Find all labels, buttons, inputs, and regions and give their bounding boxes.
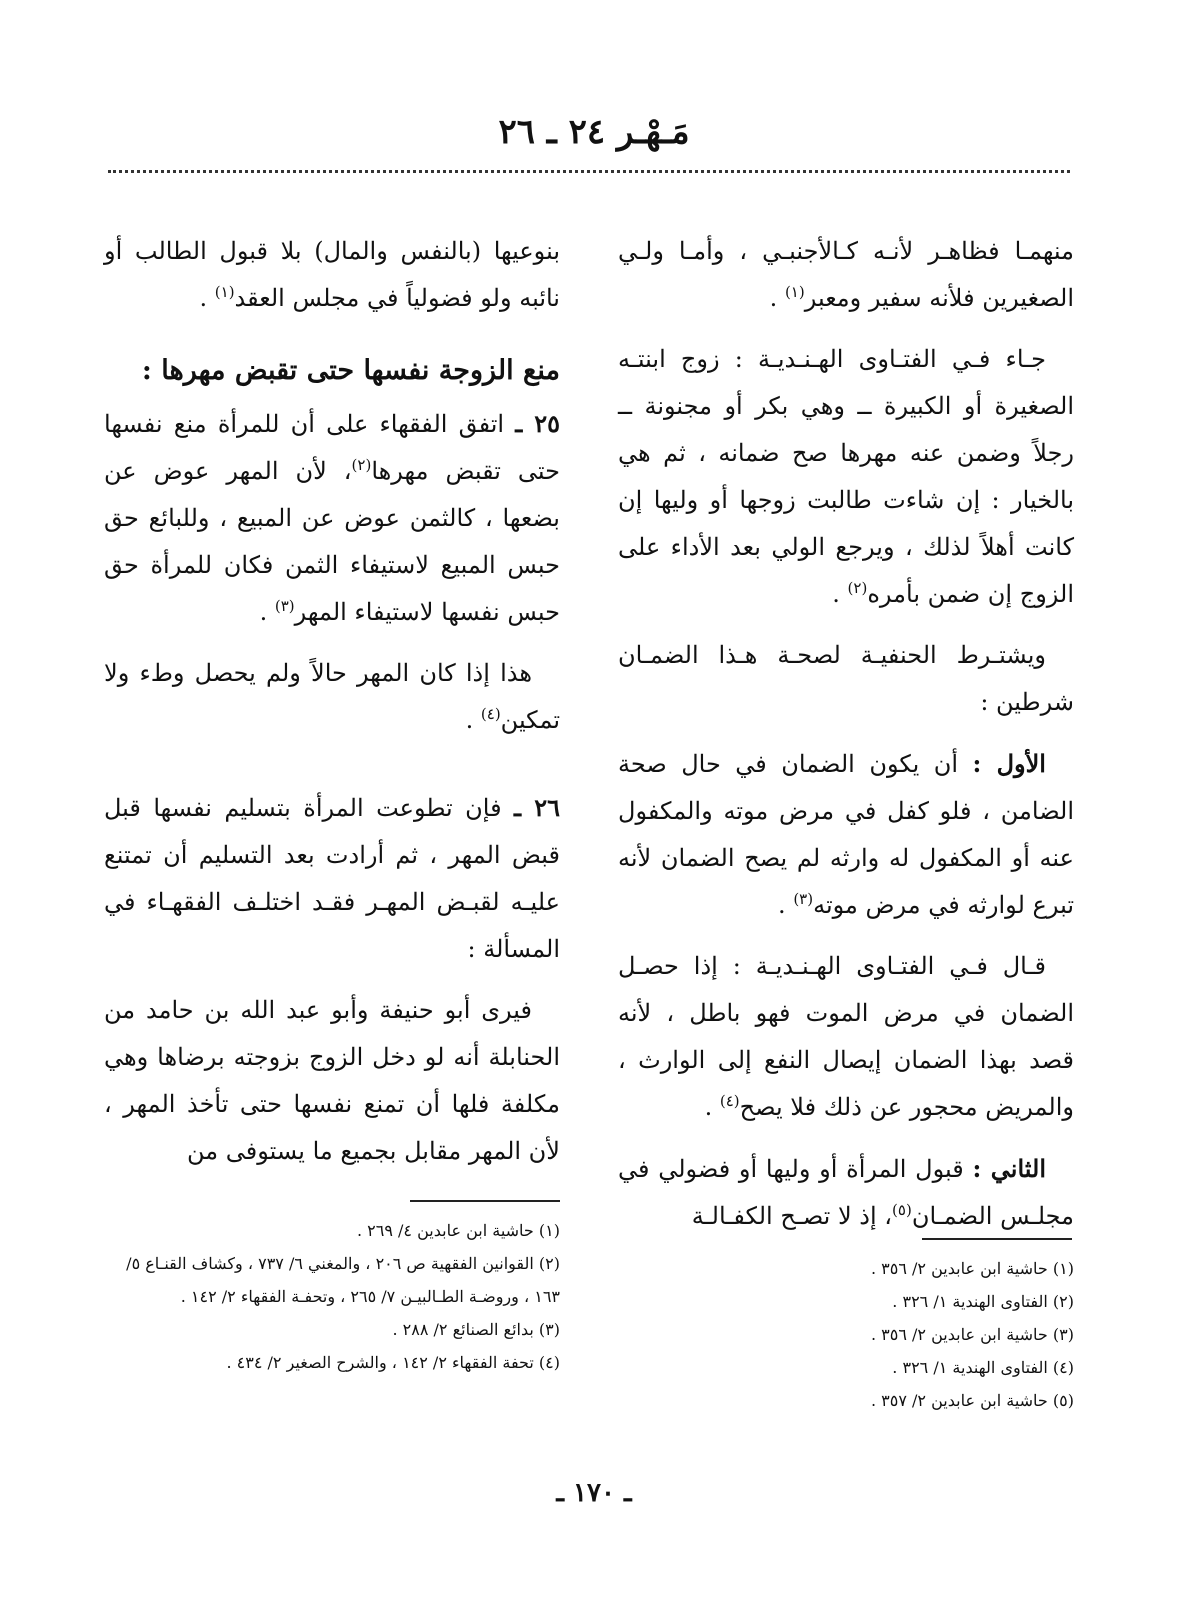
footnote: (١) حاشية ابن عابدين ٤/ ٢٦٩ . bbox=[356, 1221, 560, 1240]
left-column bbox=[104, 228, 560, 1189]
paragraph: بنوعيها (بالنفس والمال) بلا قبول الطالب أو نائبه ولو فضولياً في مجلس العقد$^{(١)}$ . bbox=[104, 237, 560, 312]
paragraph: هذا إذا كان المهر حالاً ولم يحصل وطء ولا تمكين$^{(٤)}$ . bbox=[104, 659, 560, 734]
section-heading: منع الزوجة نفسها حتى تقبض مهرها : bbox=[141, 355, 560, 386]
page-number: ـ ١٧٠ ـ bbox=[556, 1478, 632, 1508]
footnote-ref: (٣) bbox=[274, 597, 295, 615]
footnote-ref: (١) bbox=[784, 283, 805, 301]
right-footnotes bbox=[618, 1252, 1074, 1417]
footnote: (٣) حاشية ابن عابدين ٢/ ٣٥٦ . bbox=[870, 1325, 1074, 1344]
footnote-ref: (٣) bbox=[793, 890, 814, 908]
footnote: (٢) القوانين الفقهية ص ٢٠٦ ، والمغني ٦/ ٧٣٧ ، وكشاف القنـاع ٥/ ١٦٣ ، وروضـة الطـالبيـن ٧/ ٢٦٥ ، وتحفـة الفقهاء ٢/ ١٤٢ . bbox=[126, 1254, 560, 1306]
paragraph: ويشتـرط الحنفيـة لصحـة هـذا الضمـان شرطين : bbox=[618, 641, 1074, 716]
paragraph: منهمـا فظاهـر لأنـه كـالأجنبـي ، وأمـا ولـي الصغيرين فلأنه سفير ومعبر$^{(١)}$ . bbox=[618, 237, 1074, 312]
page-header-title: مَـهْـر ٢٤ ـ ٢٦ bbox=[498, 112, 690, 152]
paragraph: جـاء فـي الفتـاوى الهـنـديـة : زوج ابنتـه الصغيرة أو الكبيرة ــ وهي بكر أو مجنونة ــ رجلاً وضمن عنه مهرها صح ضمانه ، ثم هي بالخيار : إن شاءت طالبت زوجها أو وليها إن كانت أهلاً لذلك ، ويرجع الولي بعد الأداء على الزوج إن ضمن بأمره$^{(٢)}$ . bbox=[618, 345, 1074, 608]
footnote-ref: (٤) bbox=[480, 705, 501, 723]
footnote: (٥) حاشية ابن عابدين ٢/ ٣٥٧ . bbox=[870, 1391, 1074, 1410]
footnote-rule bbox=[410, 1200, 560, 1202]
left-footnotes bbox=[104, 1214, 560, 1379]
footnote: (٣) بدائع الصنائع ٢/ ٢٨٨ . bbox=[392, 1320, 560, 1339]
paragraph: فيرى أبو حنيفة وأبو عبد الله بن حامد من الحنابلة أنه لو دخل الزوج بزوجته برضاها وهي مكلفة فلها أن تمنع نفسها حتى تأخذ المهر ، لأن المهر مقابل بجميع ما يستوفى من bbox=[104, 996, 560, 1165]
header-dotted-rule bbox=[108, 170, 1070, 173]
footnote-rule bbox=[922, 1238, 1072, 1240]
paragraph-first-condition: الأول : أن يكون الضمان في حال صحة الضامن ، فلو كفل في مرض موته والمكفول عنه أو المكفول له وارثه لم يصح الضمان لأنه تبرع لوارثه في مرض موته$^{(٣)}$ . bbox=[618, 749, 1074, 919]
footnote-ref: (١) bbox=[214, 283, 235, 301]
footnote: (١) حاشية ابن عابدين ٢/ ٣٥٦ . bbox=[870, 1259, 1074, 1278]
right-column bbox=[618, 228, 1074, 1254]
footnote: (٤) تحفة الفقهاء ٢/ ١٤٢ ، والشرح الصغير ٢/ ٤٣٤ . bbox=[226, 1353, 560, 1372]
footnote: (٢) الفتاوى الهندية ١/ ٣٢٦ . bbox=[892, 1292, 1074, 1311]
footnote-ref: (٢) bbox=[847, 579, 868, 597]
paragraph-26: ٢٦ ـ فإن تطوعت المرأة بتسليم نفسها قبل قبض المهر ، ثم أرادت بعد التسليم أن تمتنع عليـه لقبـض المهـر فقـد اختلـف الفقهـاء في المسألة : bbox=[104, 793, 560, 963]
footnote-ref: (٤) bbox=[719, 1092, 740, 1110]
footnote-ref: (٢) bbox=[351, 456, 372, 474]
paragraph-second-condition: الثاني : قبول المرأة أو وليها أو فضولي في مجلـس الضمـان$^{(٥)}$، إذ لا تصـح الكفـالـة bbox=[618, 1154, 1074, 1230]
footnote: (٤) الفتاوى الهندية ١/ ٣٢٦ . bbox=[892, 1358, 1074, 1377]
footnote-ref: (٥) bbox=[892, 1201, 912, 1219]
paragraph-25: ٢٥ ـ اتفق الفقهاء على أن للمرأة منع نفسها حتى تقبض مهرها$^{(٢)}$، لأن المهر عوض عن بضعها ، كالثمن عوض عن المبيع ، وللبائع حق حبس المبيع لاستيفاء الثمن فكان للمرأة حق حبس نفسها لاستيفاء المهر$^{(٣)}$ . bbox=[104, 409, 561, 626]
paragraph: قـال فـي الفتـاوى الهـنـديـة : إذا حصـل الضمان في مرض الموت فهو باطل ، لأنه قصد بهذا الضمان إيصال النفع إلى الوارث ، والمريض محجور عن ذلك فلا يصح$^{(٤)}$ . bbox=[618, 952, 1074, 1121]
